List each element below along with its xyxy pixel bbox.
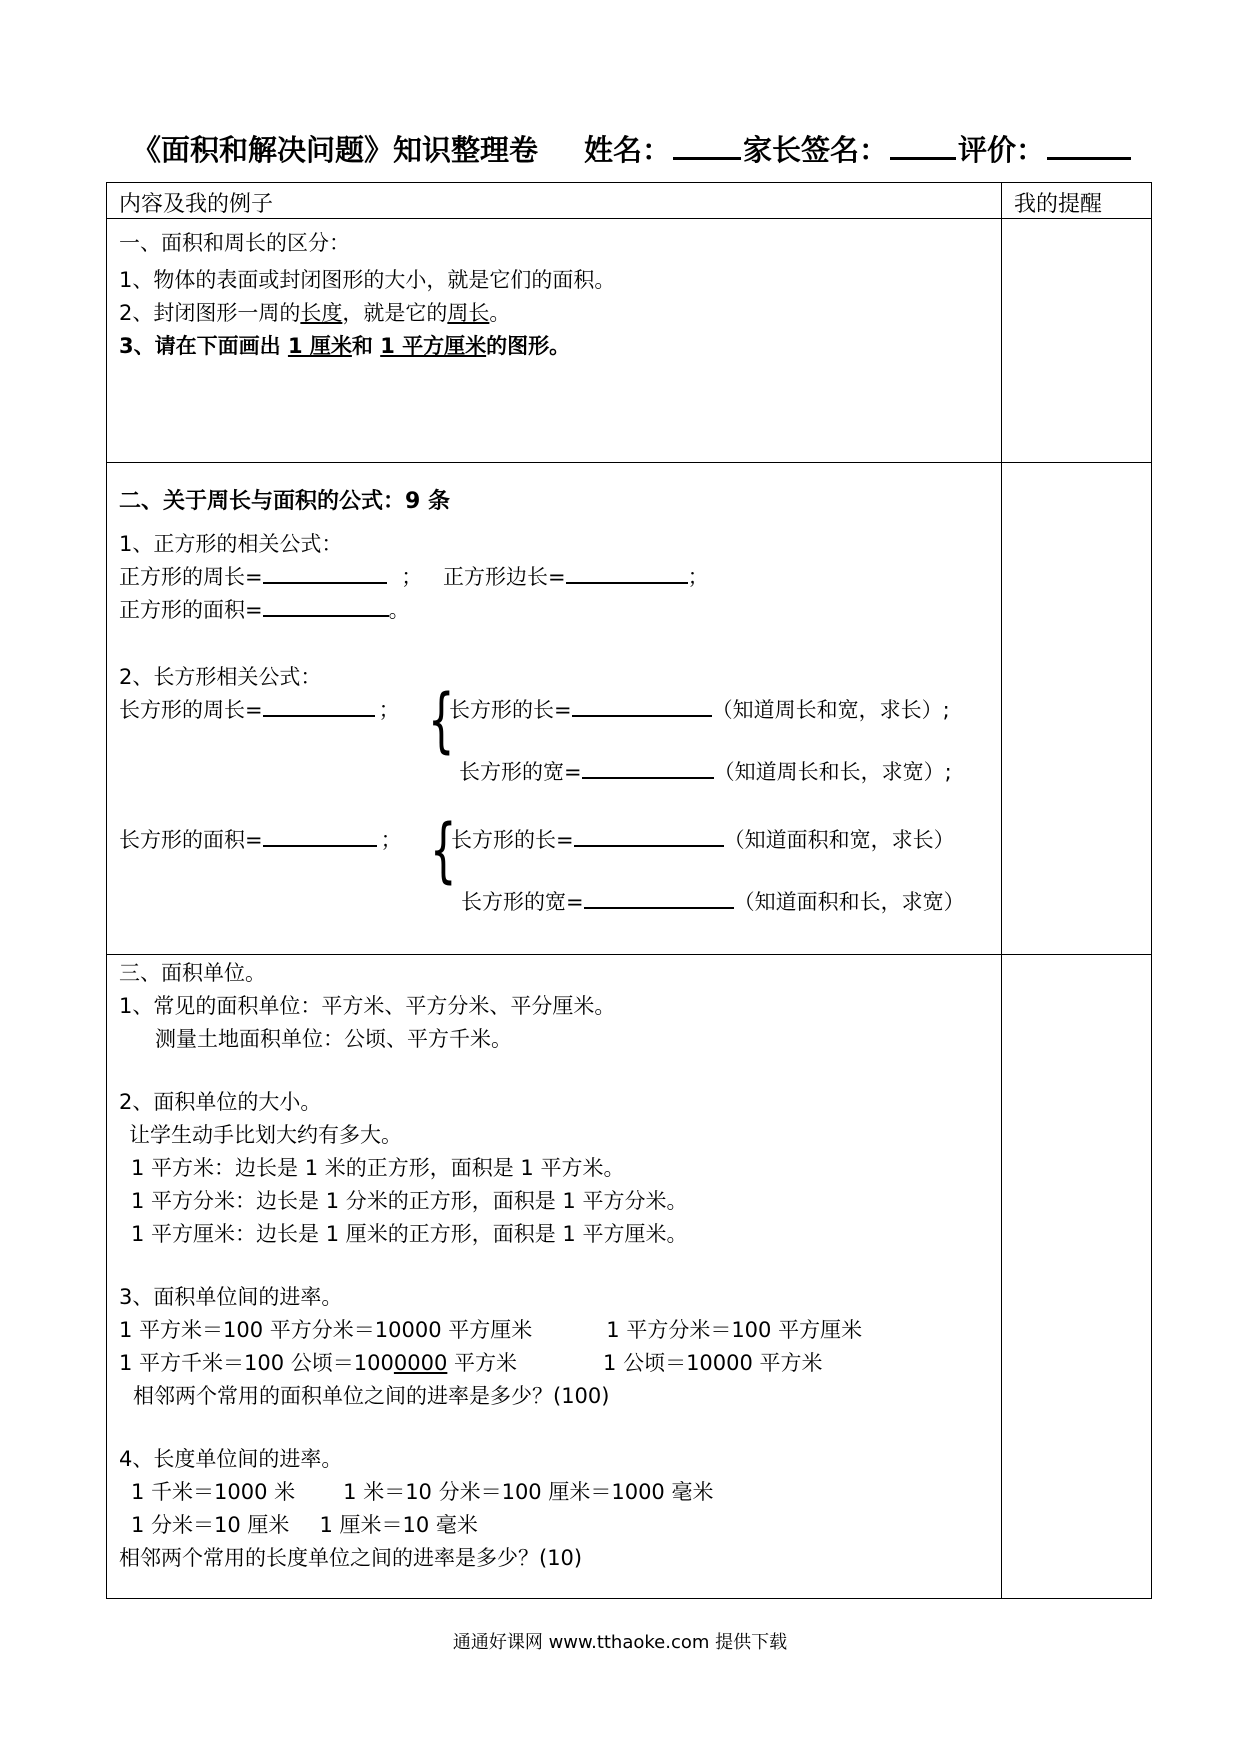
col-content-header: 内容及我的例子 [119, 192, 274, 217]
section-3-line-13: 1 千米＝1000 米 1 米＝10 分米＝100 厘米＝1000 毫米 [131, 1480, 714, 1504]
rect-width-from-perimeter-blank[interactable] [582, 759, 714, 779]
section-1-line-3: 3、请在下面画出 1 厘米和 1 平方厘米的图形。 [119, 334, 571, 358]
rect-perimeter-group: 长方形的周长= ； { 长方形的长= （知道周长和宽，求长）; 长方形的宽= （知道周长和长，求宽）; [119, 679, 952, 784]
section-3-line-3: 2、面积单位的大小。 [119, 1090, 322, 1114]
rect-formula-title: 2、长方形相关公式： [119, 665, 322, 689]
section-3-line-15: 相邻两个常用的长度单位之间的进率是多少？(10) [119, 1546, 583, 1570]
name-label: 姓名： [584, 133, 672, 167]
footer-source: 通通好课网 www.tthaoke.com 提供下载 [452, 1632, 788, 1653]
worksheet-table [106, 182, 1152, 1599]
reminder-cell-2[interactable] [1002, 463, 1152, 955]
section-3-line-5: 1 平方米：边长是 1 米的正方形，面积是 1 平方米。 [131, 1156, 625, 1180]
section-3-row [107, 955, 1152, 1599]
table-header-row [107, 183, 1152, 219]
left-brace-icon: { [429, 809, 457, 891]
section-1-line-1: 1、物体的表面或封闭图形的大小，就是它们的面积。 [119, 268, 616, 292]
section-2 [107, 463, 1001, 954]
rect-length-from-perimeter-blank[interactable] [572, 697, 712, 717]
section-3-line-8: 3、面积单位间的进率。 [119, 1285, 343, 1309]
reminder-cell-1[interactable] [1002, 219, 1152, 463]
section-3-title: 三、面积单位。 [119, 961, 266, 985]
section-2-title: 二、关于周长与面积的公式：9 条 [119, 489, 450, 514]
section-1-row [107, 219, 1152, 463]
rect-area-blank[interactable] [263, 827, 377, 847]
left-brace-icon: { [427, 679, 455, 761]
section-1 [107, 219, 1001, 363]
section-3-line-6: 1 平方分米：边长是 1 分米的正方形，面积是 1 平方分米。 [131, 1189, 688, 1213]
section-3-line-12: 4、长度单位间的进率。 [119, 1447, 343, 1471]
section-3 [107, 955, 1001, 1575]
col-reminder-header: 我的提醒 [1014, 192, 1103, 217]
square-formula-title: 1、正方形的相关公式： [119, 532, 343, 556]
square-formula-line-1: 正方形的周长= ； 正方形边长= ； [119, 565, 709, 589]
section-3-line-1: 1、常见的面积单位：平方米、平方分米、平分厘米。 [119, 994, 616, 1018]
page-title [132, 128, 1133, 169]
section-3-line-14: 1 分米＝10 厘米 1 厘米＝10 毫米 [131, 1513, 478, 1537]
section-3-line-10: 1 平方千米＝100 公顷＝1000000 平方米 1 公顷＝10000 平方米 [119, 1351, 823, 1375]
rect-length-from-area-blank[interactable] [574, 827, 724, 847]
evaluation-blank[interactable] [1047, 137, 1131, 160]
rect-perimeter-blank[interactable] [263, 697, 375, 717]
section-1-line-2: 2、封闭图形一周的长度，就是它的周长。 [119, 301, 511, 325]
section-3-line-4: 让学生动手比划大约有多大。 [129, 1123, 402, 1147]
section-3-line-2: 测量土地面积单位：公顷、平方千米。 [155, 1027, 512, 1051]
rect-width-from-area-blank[interactable] [584, 889, 734, 909]
section-3-line-7: 1 平方厘米：边长是 1 厘米的正方形，面积是 1 平方厘米。 [131, 1222, 688, 1246]
square-formula-line-2: 正方形的面积= 。 [119, 598, 410, 622]
section-3-line-9: 1 平方米＝100 平方分米＝10000 平方厘米 1 平方分米＝100 平方厘米 [119, 1318, 863, 1342]
name-blank[interactable] [673, 137, 741, 160]
square-side-blank[interactable] [566, 564, 688, 584]
parent-signature-blank[interactable] [890, 137, 956, 160]
evaluation-label: 评价： [958, 133, 1046, 167]
square-perimeter-blank[interactable] [263, 564, 387, 584]
square-area-blank[interactable] [263, 597, 389, 617]
reminder-cell-3[interactable] [1002, 955, 1152, 1599]
section-2-row [107, 463, 1152, 955]
rect-area-group: 长方形的面积= ； { 长方形的长= （知道面积和宽，求长） 长方形的宽= （知道面积和长，求宽） [119, 809, 965, 914]
title-text: 《面积和解决问题》知识整理卷 [132, 133, 539, 167]
section-3-line-11: 相邻两个常用的面积单位之间的进率是多少？(100) [133, 1384, 610, 1408]
parent-signature-label: 家长签名： [743, 133, 889, 167]
section-1-title: 一、面积和周长的区分： [119, 231, 350, 255]
